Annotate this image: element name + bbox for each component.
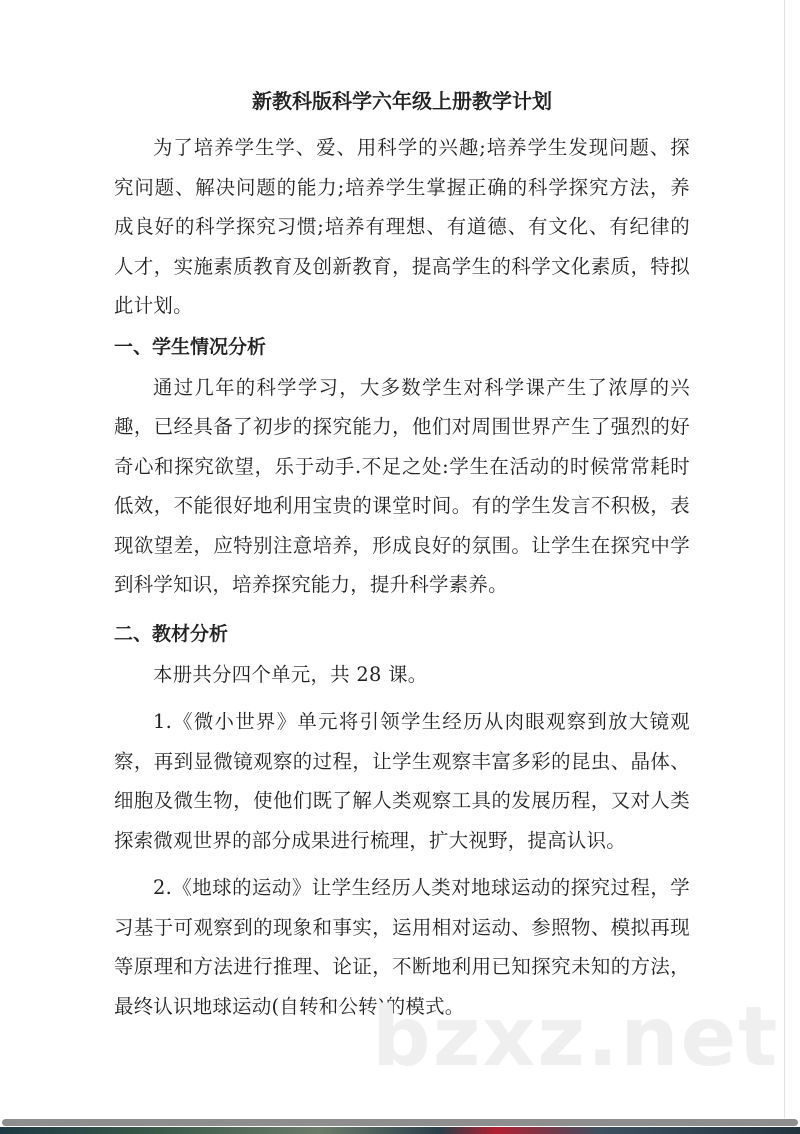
- student-analysis-paragraph: 通过几年的科学学习，大多数学生对科学课产生了浓厚的兴趣，已经具备了初步的探究能力，他们对周围世界产生了强烈的好奇心和探究欲望，乐于动手.不足之处:学生在活动的时候常常耗时低效，不能很好地利用宝贵的课堂时间。有的学生发言不积极，表现欲望差，应特别注意培养，形成良好的氛围。让学生在探究中学到科学知识，培养探究能力，提升科学素养。: [114, 375, 690, 596]
- document-content: [114, 84, 690, 1026]
- horizontal-scrollbar[interactable]: [2, 1119, 798, 1126]
- unit2-paragraph: 2.《地球的运动》让学生经历人类对地球运动的探究过程，学习基于可观察到的现象和事实，运用相对运动、参照物、模拟再现等原理和方法进行推理、论证，不断地利用已知探究未知的方法，最终认识地球运动(自转和公转)的模式。: [114, 876, 690, 1018]
- intro-paragraph: 为了培养学生学、爱、用科学的兴趣;培养学生发现问题、探究问题、解决问题的能力;培养学生掌握正确的科学探究方法，养成良好的科学探究习惯;培养有理想、有道德、有文化、有纪律的人才，实施素质教育及创新教育，提高学生的科学文化素质，特拟此计划。: [114, 136, 690, 317]
- section-heading-textbook-analysis: 二、教材分析: [114, 622, 229, 645]
- watermark: bzxz.net: [372, 990, 780, 1085]
- document-title: 新教科版科学六年级上册教学计划: [252, 89, 552, 113]
- section-heading-student-analysis: 一、学生情况分析: [114, 335, 267, 358]
- unit1-paragraph: 1.《微小世界》单元将引领学生经历从肉眼观察到放大镜观察，再到显微镜观察的过程，让学生观察丰富多彩的昆虫、晶体、细胞及微生物，使他们既了解人类观察工具的发展历程，又对人类探索微观世界的部分成果进行梳理，扩大视野，提高认识。: [114, 710, 690, 852]
- desktop-background-strip: [0, 1127, 800, 1134]
- textbook-overview-paragraph: 本册共分四个单元，共 28 课。: [153, 662, 428, 686]
